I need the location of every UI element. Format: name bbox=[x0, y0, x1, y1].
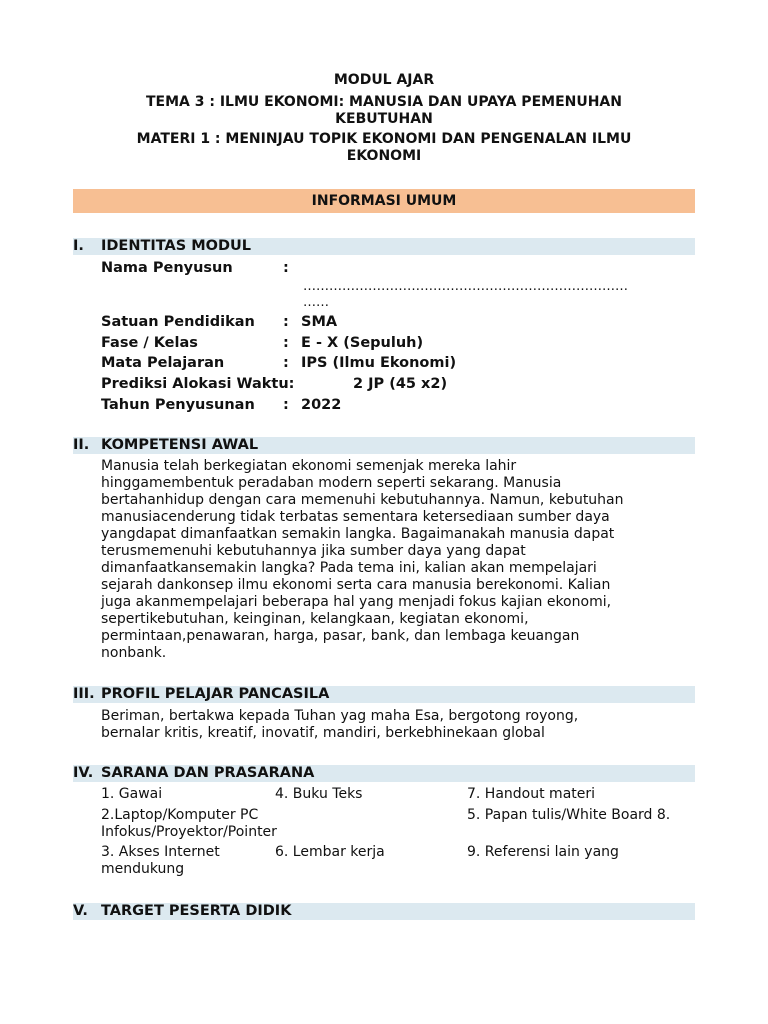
section-identitas-modul bbox=[73, 238, 695, 255]
identity-key: Mata Pelajaran bbox=[101, 355, 225, 371]
kompetensi-paragraph: Manusia telah berkegiatan ekonomi semenjak mereka lahir hinggamembentuk peradaban modern seperti sekarang. Manusia bertahanhidup dengan cara memenuhi kebutuhannya. Namun, kebutuhan manusiacenderung tidak terbatas sementara ketersediaan sumber daya yangdapat dimanfaatkan semakin langka. Bagaimanakah manusia dapat terusmemenuhi kebutuhannya jika sumber daya yang dapat dimanfaatkansemakin langka? Pada tema ini, kalian akan mempelajari sejarah dankonsep ilmu ekonomi serta cara manusia berekonomi. Kalian juga akanmempelajari beberapa hal yang menjadi fokus kajian ekonomi, sepertikebutuhan, keinginan, kelangkaan, kegiatan ekonomi, permintaan,penawaran, harga, pasar, bank, dan lembaga keuangan nonbank. bbox=[101, 458, 624, 661]
section-heading: PROFIL PELAJAR PANCASILA bbox=[101, 686, 330, 702]
identity-colon: : bbox=[283, 397, 289, 413]
section-heading: SARANA DAN PRASARANA bbox=[101, 765, 315, 781]
section-number: IV. bbox=[73, 765, 94, 781]
profil-paragraph: Beriman, bertakwa kepada Tuhan yag maha Esa, bergotong royong, bernalar kritis, kreatif, inovatif, mandiri, berkebhinekaan global bbox=[101, 708, 579, 741]
section-kompetensi-awal bbox=[73, 437, 695, 454]
theme-title: TEMA 3 : ILMU EKONOMI: MANUSIA DAN UPAYA PEMENUHAN KEBUTUHAN bbox=[146, 94, 622, 127]
sarana-item: 7. Handout materi bbox=[467, 786, 596, 802]
sarana-item: 9. Referensi lain yang bbox=[467, 844, 619, 860]
section-sarana-prasarana bbox=[73, 765, 695, 782]
sarana-item: 5. Papan tulis/White Board 8. bbox=[467, 807, 671, 823]
section-heading: KOMPETENSI AWAL bbox=[101, 437, 259, 453]
section-heading: IDENTITAS MODUL bbox=[101, 238, 252, 254]
section-target-peserta bbox=[73, 903, 695, 920]
identity-key: Tahun Penyusunan bbox=[101, 397, 255, 413]
section-heading: TARGET PESERTA DIDIK bbox=[101, 903, 292, 919]
sarana-item: 2.Laptop/Komputer PC Infokus/Proyektor/Pointer bbox=[101, 807, 277, 840]
sarana-item: 6. Lembar kerja bbox=[275, 844, 385, 860]
identity-colon: : bbox=[283, 260, 289, 276]
section-number: III. bbox=[73, 686, 95, 702]
identity-value: 2022 bbox=[301, 397, 342, 413]
sarana-item: 1. Gawai bbox=[101, 786, 163, 802]
identity-key: Fase / Kelas bbox=[101, 335, 198, 351]
section-number: V. bbox=[73, 903, 88, 919]
section-number: II. bbox=[73, 437, 90, 453]
identity-value: E - X (Sepuluh) bbox=[301, 335, 424, 351]
module-title: MODUL AJAR bbox=[333, 72, 435, 88]
general-info-banner: INFORMASI UMUM bbox=[73, 189, 695, 213]
name-placeholder-dots-2: …… bbox=[303, 295, 329, 310]
name-placeholder-dots: ………………………………………………………………… bbox=[303, 279, 628, 294]
sarana-item: 4. Buku Teks bbox=[275, 786, 363, 802]
sarana-item: 3. Akses Internet mendukung bbox=[101, 844, 220, 877]
identity-value: 2 JP (45 x2) bbox=[353, 376, 448, 392]
identity-value: IPS (Ilmu Ekonomi) bbox=[301, 355, 457, 371]
identity-key: Prediksi Alokasi Waktu: bbox=[101, 376, 295, 392]
identity-value: SMA bbox=[301, 314, 338, 330]
identity-key: Satuan Pendidikan bbox=[101, 314, 255, 330]
identity-colon: : bbox=[283, 335, 289, 351]
material-title: MATERI 1 : MENINJAU TOPIK EKONOMI DAN PENGENALAN ILMU EKONOMI bbox=[136, 131, 632, 164]
identity-colon: : bbox=[283, 355, 289, 371]
identity-key: Nama Penyusun bbox=[101, 260, 233, 276]
identity-colon: : bbox=[283, 314, 289, 330]
section-profil-pelajar bbox=[73, 686, 695, 703]
section-number: I. bbox=[73, 238, 84, 254]
